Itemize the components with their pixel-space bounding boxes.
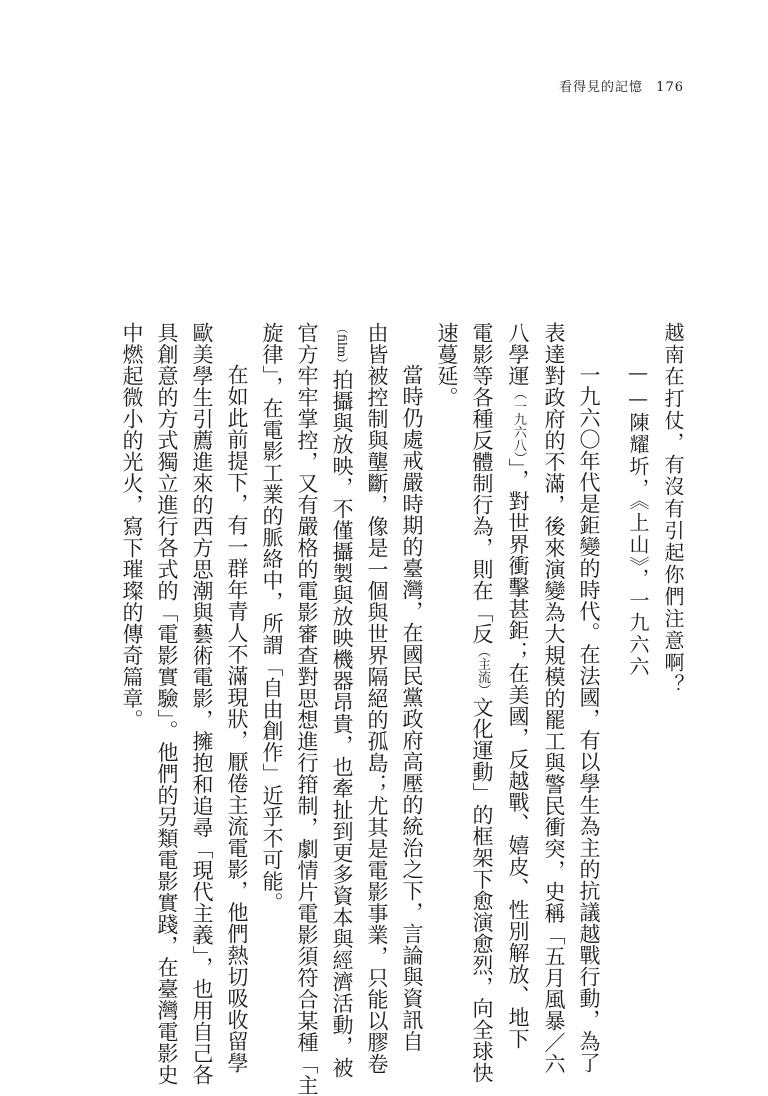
text-run: 速蔓延。 bbox=[435, 322, 459, 408]
paragraph-3-line-4 bbox=[114, 322, 149, 1096]
epigraph-source: ——陳耀圻，《上山》，一九六六 bbox=[626, 360, 650, 678]
text-run: 中燃起微小的光火，寫下璀璨的傳奇篇章。 bbox=[120, 322, 144, 731]
paragraph-3-line-1 bbox=[219, 364, 254, 1096]
paragraph-2-line-5 bbox=[254, 322, 289, 1096]
paragraph-2-line-2 bbox=[359, 322, 394, 1096]
body-paragraphs bbox=[114, 322, 606, 1096]
text-run: 電影等各種反體制行為，則在「反 bbox=[470, 322, 494, 645]
text-run: 文化運動」的框架下愈演愈烈，向全球快 bbox=[470, 696, 494, 1084]
text-run: 由皆被控制與壟斷，像是一個與世界隔絕的孤島；尤其是電影事業，只能以膠卷 bbox=[365, 322, 389, 1075]
paragraph-2-line-1 bbox=[394, 364, 429, 1096]
text-run: 旋律」，在電影工業的脈絡中，所謂「自由創作」近乎不可能。 bbox=[260, 322, 284, 914]
text-run: 具創意的方式獨立進行各式的「電影實驗」。他們的另類電影實踐，在臺灣電影史 bbox=[155, 322, 179, 1086]
inline-annotation: （film） bbox=[335, 322, 349, 370]
text-run: 歐美學生引薦進來的西方思潮與藝術電影，擁抱和追尋「現代主義」，也用自己各 bbox=[190, 322, 214, 1086]
inline-annotation: （一九六八） bbox=[511, 386, 526, 458]
paragraph-3-line-2 bbox=[184, 322, 219, 1096]
text-run: 官方牢牢掌控，又有嚴格的電影審查對思想進行箝制，劇情片電影須符合某種「主 bbox=[295, 322, 319, 1096]
paragraph-1-line-3 bbox=[500, 322, 536, 1096]
paragraph-1-line-1 bbox=[571, 364, 606, 1096]
text-run: 當時仍處戒嚴時期的臺灣，在國民黨政府高壓的統治之下，言論與資訊自 bbox=[400, 364, 424, 1052]
paragraph-1-line-2 bbox=[536, 322, 571, 1096]
paragraph-1-line-5 bbox=[429, 322, 464, 1096]
text-run: 在如此前提下，有一群年青人不滿現狀，厭倦主流電影，他們熱切吸收留學 bbox=[225, 364, 249, 1074]
inline-annotation: （主流） bbox=[475, 644, 490, 697]
paragraph-3-line-3 bbox=[149, 322, 184, 1096]
paragraph-2-line-4 bbox=[289, 322, 324, 1096]
text-run: 一九六〇年代是鉅變的時代。在法國，有以學生為主的抗議越戰行動，為了 bbox=[577, 364, 601, 1074]
paragraph-1-line-4 bbox=[464, 322, 500, 1096]
paragraph-2-line-3 bbox=[324, 322, 359, 1096]
text-run: 表達對政府的不滿，後來演變為大規模的罷工與警民衝突，史稱「五月風暴／六 bbox=[542, 322, 566, 1075]
text-run: 」，對世界衝擊甚鉅；在美國，反越戰、嬉皮、性別解放、地下 bbox=[506, 458, 530, 1050]
page-number: 176 bbox=[656, 80, 684, 95]
text-run: 八學運 bbox=[506, 322, 530, 387]
book-title: 看得見的記憶 bbox=[559, 80, 644, 95]
running-header bbox=[559, 76, 684, 95]
epigraph-quote: 越南在打仗，有沒有引起你們注意啊？ bbox=[661, 322, 685, 696]
text-run: 拍攝與放映，不僅攝製與放映機器昂貴，也牽扯到更多資本與經濟活動，被 bbox=[330, 369, 354, 1079]
vertical-text-body bbox=[114, 322, 690, 1096]
